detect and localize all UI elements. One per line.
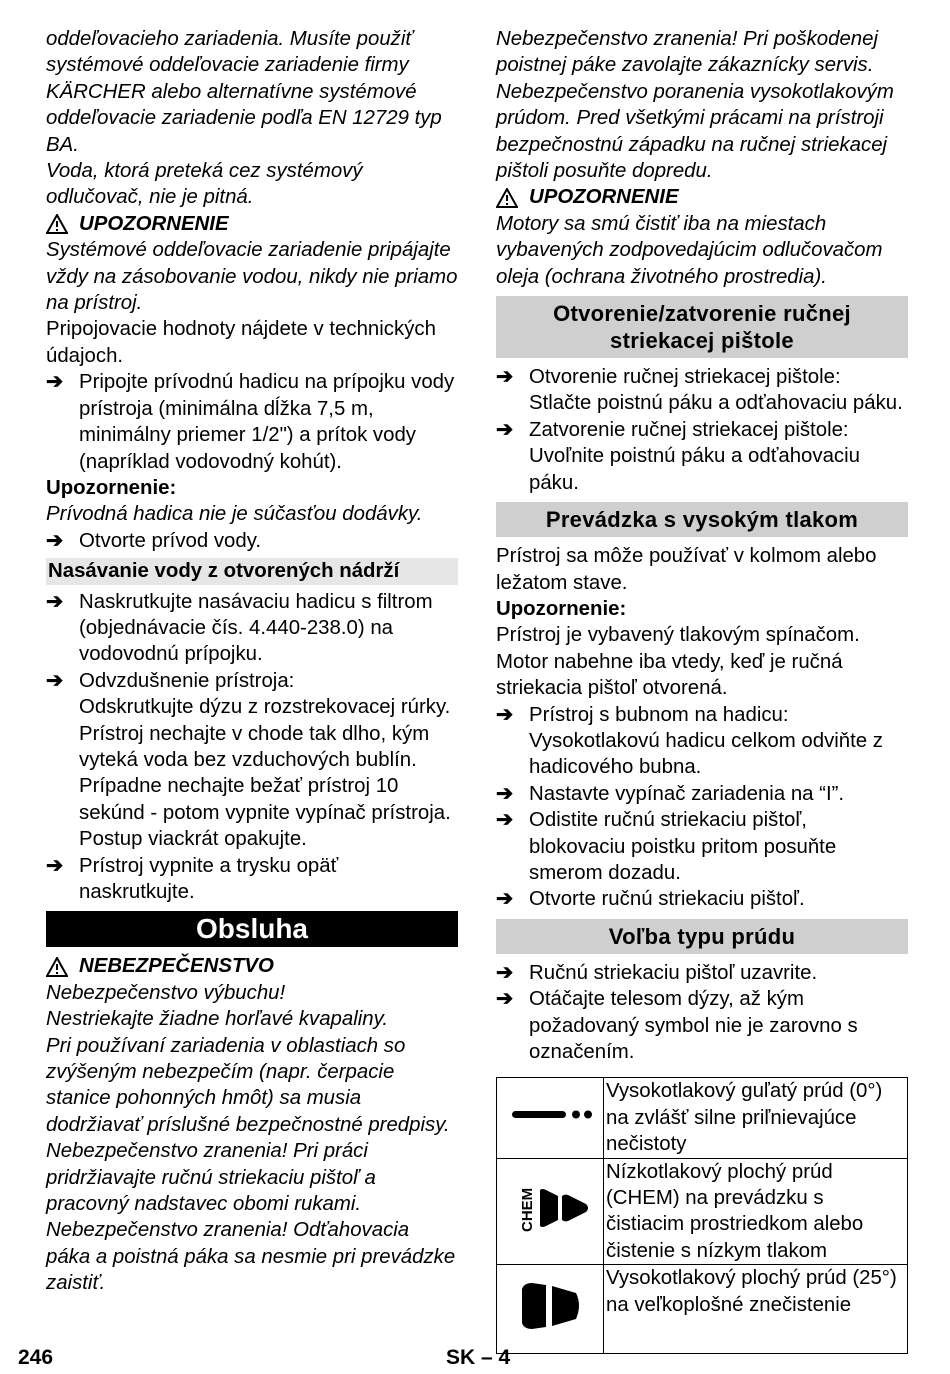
paragraph: Nestriekajte žiadne horľavé kvapaliny. [46,1008,388,1031]
left-column [46,26,458,1297]
table-row [497,1265,908,1353]
table-cell-text: Vysokotlakový guľatý prúd (0°) na zvlášť silne priľnievajúce nečistoty [604,1078,908,1158]
section-heading-suction: Nasávanie vody z otvorených nádrží [46,558,458,584]
chem-label: CHEM [519,1187,536,1232]
sub-paragraph: Odskrutkujte dýzu z rozstrekovacej rúrky. [79,696,451,719]
table-cell-text: Vysokotlakový plochý prúd (25°) na veľkoplošné znečistenie [604,1265,908,1353]
sub-paragraph: Prípadne nechajte bežať prístroj 10 sekúnd - potom vypnite vypínač prístroja. Postup viackrát opakujte. [79,775,451,851]
arrow-icon: ➔ [46,371,64,394]
arrow-icon: ➔ [496,418,514,441]
table-row [497,1078,908,1158]
note-text: Prívodná hadica nie je súčasťou dodávky. [46,503,423,526]
table-row [497,1158,908,1265]
table-cell-icon [497,1158,604,1265]
danger-label: NEBEZPEČENSTVO [79,955,274,978]
arrow-icon: ➔ [496,961,514,984]
list-item [496,960,908,986]
list-item-text: Naskrutkujte nasávaciu hadicu s filtrom (objednávacie čís. 4.440-238.0) na vodovodnú prípojku. [79,590,433,666]
chapter-heading-operation: Obsluha [46,911,458,947]
paragraph: oddeľovacieho zariadenia. Musíte použiť systémové oddeľovacie zariadenie firmy KÄRCHER alebo alternatívne systémové oddeľovacie zariadenie podľa EN 12729 typ BA. [46,28,442,156]
paragraph: Nebezpečenstvo zranenia! Pri práci pridržiavajte ručnú striekaciu pištoľ a pracovný nadstavec obomi rukami. [46,1140,376,1216]
section-heading-gun: Otvorenie/zatvorenie ručnej striekacej pištole [496,296,908,358]
arrow-icon: ➔ [496,888,514,911]
arrow-icon: ➔ [46,669,64,692]
list-item [496,807,908,886]
round-jet-icon [502,1094,598,1134]
arrow-icon: ➔ [46,529,64,552]
note-label: Upozornenie: [496,597,627,620]
paragraph: Nebezpečenstvo poranenia vysokotlakovým prúdom. Pred všetkými prácami na prístroji bezpečnostnú západku na ručnej striekacej pištoli posuňte dopredu. [496,80,894,183]
arrow-icon: ➔ [496,782,514,805]
list-item [496,986,908,1065]
caution-heading [496,184,908,210]
page-number: 246 [18,1346,54,1369]
arrow-icon: ➔ [496,809,514,832]
caution-heading [46,211,458,237]
arrow-icon: ➔ [46,590,64,613]
list-item-text: Pripojte prívodnú hadicu na prípojku vody prístroja (minimálna dĺžka 7,5 m, minimálny priemer 1/2") a prítok vody (napríklad vodovodný kohút). [79,371,455,473]
list-item-text: Otvorenie ručnej striekacej pištole: Stlačte poistnú páku a odťahovaciu páku. [529,366,903,415]
list-item [46,589,458,668]
arrow-icon: ➔ [496,703,514,726]
list-item [46,853,458,906]
right-column [496,26,908,1354]
paragraph: Pripojovacie hodnoty nájdete v technických údajoch. [46,318,436,367]
chem-flat-jet-icon [502,1168,598,1248]
list-item [496,781,908,807]
note-label: Upozornenie: [46,476,177,499]
paragraph: Nebezpečenstvo zranenia! Odťahovacia páka a poistná páka sa nesmie pri prevádzke zaistiť. [46,1219,456,1295]
paragraph: Prístroj sa môže používať v kolmom alebo ležatom stave. [496,545,877,594]
paragraph: Prístroj je vybavený tlakovým spínačom. Motor nabehne iba vtedy, keď je ručná striekacia pištoľ otvorená. [496,624,860,700]
paragraph: Motory sa smú čistiť iba na miestach vybavených zodpovedajúcim odlučovačom oleja (ochrana životného prostredia). [496,212,883,288]
jet-type-table [496,1077,908,1353]
table-cell-icon [497,1265,604,1353]
table-cell-text: Nízkotlakový plochý prúd (CHEM) na prevádzku s čistiacim prostriedkom alebo čistenie s nízkym tlakom [604,1158,908,1265]
list-item [496,417,908,496]
list-item-text: Otáčajte telesom dýzy, až kým požadovaný symbol nie je zarovno s označením. [529,988,858,1063]
list-item-text: Odvzdušnenie prístroja: [79,669,295,692]
list-item [46,528,458,554]
list-item [496,702,908,781]
paragraph: Nebezpečenstvo zranenia! Pri poškodenej poistnej páke zavolajte zákaznícky servis. [496,28,878,77]
paragraph: Pri používaní zariadenia v oblastiach so zvýšeným nebezpečím (napr. čerpacie stanice pohonných hmôt) sa musia dodržiavať príslušné bezpečnostné predpisy. [46,1034,450,1136]
list-item-text: Zatvorenie ručnej striekacej pištole: Uvoľnite poistnú páku a odťahovaciu páku. [529,418,860,494]
caution-label: UPOZORNENIE [529,186,679,209]
list-item [46,369,458,475]
list-item-text: Odistite ručnú striekaciu pištoľ, blokovaciu poistku pritom posuňte smerom dozadu. [529,809,837,884]
list-item-text: Prístroj s bubnom na hadicu: Vysokotlakovú hadicu celkom odviňte z hadicového bubna. [529,703,883,779]
warning-triangle-icon [46,214,68,234]
list-item [496,886,908,912]
arrow-icon: ➔ [46,854,64,877]
paragraph: Nebezpečenstvo výbuchu! [46,981,286,1004]
list-item [46,668,458,694]
paragraph: Systémové oddeľovacie zariadenie pripájajte vždy na zásobovanie vodou, nikdy nie priamo na prístroj. [46,239,458,315]
paragraph: Voda, ktorá preteká cez systémový odlučovač, nie je pitná. [46,160,363,209]
hp-flat-jet-icon [502,1265,598,1345]
table-cell-icon [497,1078,604,1158]
arrow-icon: ➔ [496,988,514,1011]
list-item-text: Otvorte prívod vody. [79,529,262,552]
caution-label: UPOZORNENIE [79,212,229,235]
section-heading-high-pressure: Prevádzka s vysokým tlakom [496,502,908,537]
list-item-text: Prístroj vypnite a trysku opäť naskrutkujte. [79,854,339,903]
section-heading-jet-type: Voľba typu prúdu [496,919,908,954]
section-code: SK – 4 [446,1346,511,1369]
list-item-text: Nastavte vypínač zariadenia na “I”. [529,782,845,805]
list-item [496,364,908,417]
list-item-text: Otvorte ručnú striekaciu pištoľ. [529,888,805,911]
list-item-text: Ručnú striekaciu pištoľ uzavrite. [529,961,818,984]
warning-triangle-icon [46,957,68,977]
sub-paragraph: Prístroj nechajte v chode tak dlho, kým vyteká voda bez vzduchových bublín. [79,722,430,771]
arrow-icon: ➔ [496,366,514,389]
warning-triangle-icon [496,188,518,208]
danger-heading [46,953,458,979]
